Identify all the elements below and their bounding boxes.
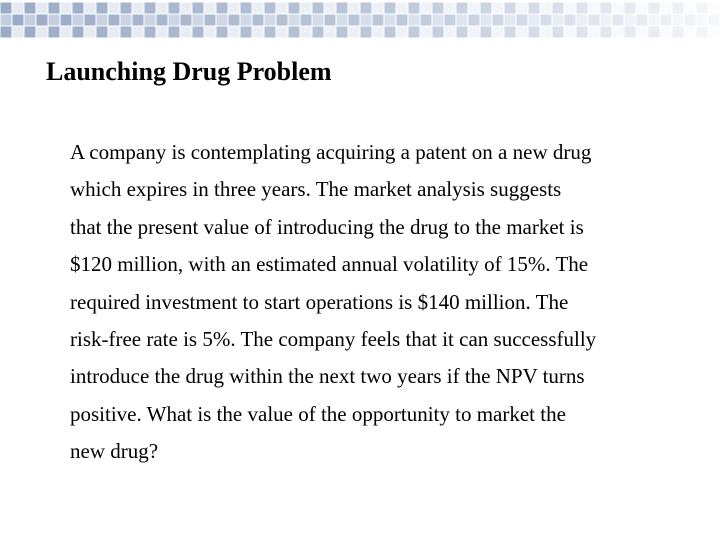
slide-title: Launching Drug Problem [46,57,332,86]
problem-line: which expires in three years. The market analysis suggests [70,177,562,202]
problem-line: that the present value of introducing the drug to the market is [70,214,584,239]
problem-line: A company is contemplating acquiring a patent on a new drug [70,140,592,164]
problem-line: risk-free rate is 5%. The company feels that it can successfully [70,327,597,352]
problem-line: required investment to start operations is $140 million. The [70,289,569,314]
problem-statement [70,134,700,471]
problem-line: $120 million, with an estimated annual volatility of 15%. The [70,252,589,277]
problem-line: introduce the drug within the next two years if the NPV turns [70,364,585,389]
decorative-header-band [0,0,720,40]
problem-line: new drug? [70,439,159,464]
problem-line: positive. What is the value of the opportunity to market the [70,401,566,426]
